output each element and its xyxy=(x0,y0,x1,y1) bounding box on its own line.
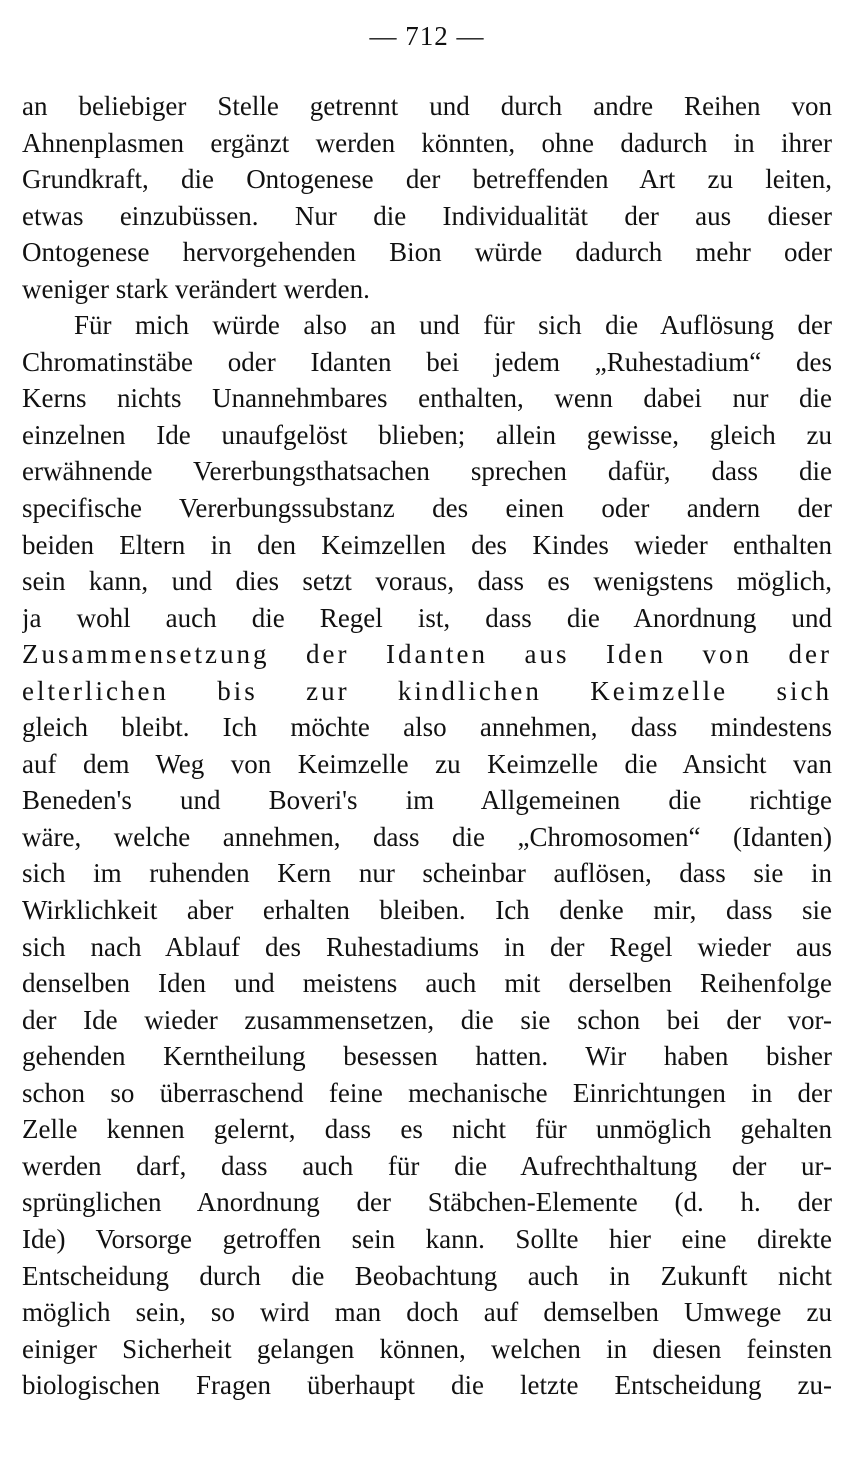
text-line: Beneden's und Boveri's im Allgemeinen die richtige xyxy=(22,785,832,816)
page-number: — 712 — xyxy=(369,21,485,51)
text-line: sich im ruhenden Kern nur scheinbar auflösen, dass sie in xyxy=(22,858,832,889)
text-line: schon so überraschend feine mechanische Einrichtungen in der xyxy=(22,1077,832,1108)
text-line: gleich bleibt. Ich möchte also annehmen, dass mindestens xyxy=(22,712,832,743)
text-line: Ahnenplasmen ergänzt werden könnten, ohne dadurch in ihrer xyxy=(22,127,832,158)
text-line: Für mich würde also an und für sich die Auflösung der xyxy=(74,310,832,341)
text-line: Grundkraft, die Ontogenese der betreffenden Art zu leiten, xyxy=(22,164,832,195)
text-line: Zelle kennen gelernt, dass es nicht für unmöglich gehalten xyxy=(22,1114,832,1145)
text-line: Zusammensetzung der Idanten aus Iden von der xyxy=(22,639,832,670)
text-line: sein kann, und dies setzt voraus, dass es wenigstens möglich, xyxy=(22,566,832,597)
text-line: Kerns nichts Unannehmbares enthalten, wenn dabei nur die xyxy=(22,383,832,414)
text-line: ja wohl auch die Regel ist, dass die Anordnung und xyxy=(22,602,832,633)
text-line: Entscheidung durch die Beobachtung auch in Zukunft nicht xyxy=(22,1260,832,1291)
text-line: werden darf, dass auch für die Aufrechthaltung der ur- xyxy=(22,1150,832,1181)
text-line: beiden Eltern in den Keimzellen des Kindes wieder enthalten xyxy=(22,529,832,560)
text-line: auf dem Weg von Keimzelle zu Keimzelle die Ansicht van xyxy=(22,748,832,779)
text-line: an beliebiger Stelle getrennt und durch andre Reihen von xyxy=(22,91,832,121)
text-line: biologischen Fragen überhaupt die letzte Entscheidung zu- xyxy=(22,1370,832,1401)
text-line: Chromatinstäbe oder Idanten bei jedem „Ruhestadium“ des xyxy=(22,346,832,377)
text-line: einzelnen Ide unaufgelöst blieben; allein gewisse, gleich zu xyxy=(22,419,832,450)
text-line: Wirklichkeit aber erhalten bleiben. Ich denke mir, dass sie xyxy=(22,895,832,926)
text-line: wäre, welche annehmen, dass die „Chromosomen“ (Idanten) xyxy=(22,821,832,852)
text-line: gehenden Kerntheilung besessen hatten. Wir haben bisher xyxy=(22,1041,832,1072)
text-line: Ide) Vorsorge getroffen sein kann. Sollte hier eine direkte xyxy=(22,1223,832,1254)
book-page xyxy=(22,14,832,1404)
text-line: erwähnende Vererbungsthatsachen sprechen dafür, dass die xyxy=(22,456,832,487)
text-line: sprünglichen Anordnung der Stäbchen-Elemente (d. h. der xyxy=(22,1187,832,1218)
text-line: denselben Iden und meistens auch mit derselben Reihenfolge xyxy=(22,968,832,999)
text-line: Ontogenese hervorgehenden Bion würde dadurch mehr oder xyxy=(22,237,832,268)
text-line: einiger Sicherheit gelangen können, welchen in diesen feinsten xyxy=(22,1333,832,1364)
text-line: der Ide wieder zusammensetzen, die sie schon bei der vor- xyxy=(22,1004,832,1035)
text-line: specifische Vererbungssubstanz des einen oder andern der xyxy=(22,493,832,524)
text-line: sich nach Ablauf des Ruhestadiums in der Regel wieder aus xyxy=(22,931,832,962)
text-line: etwas einzubüssen. Nur die Individualität der aus dieser xyxy=(22,200,832,231)
text-line: weniger stark verändert werden. xyxy=(22,273,370,304)
body-text xyxy=(22,88,832,1404)
text-line: möglich sein, so wird man doch auf demselben Umwege zu xyxy=(22,1297,832,1328)
text-line: elterlichen bis zur kindlichen Keimzelle sich xyxy=(22,675,832,706)
